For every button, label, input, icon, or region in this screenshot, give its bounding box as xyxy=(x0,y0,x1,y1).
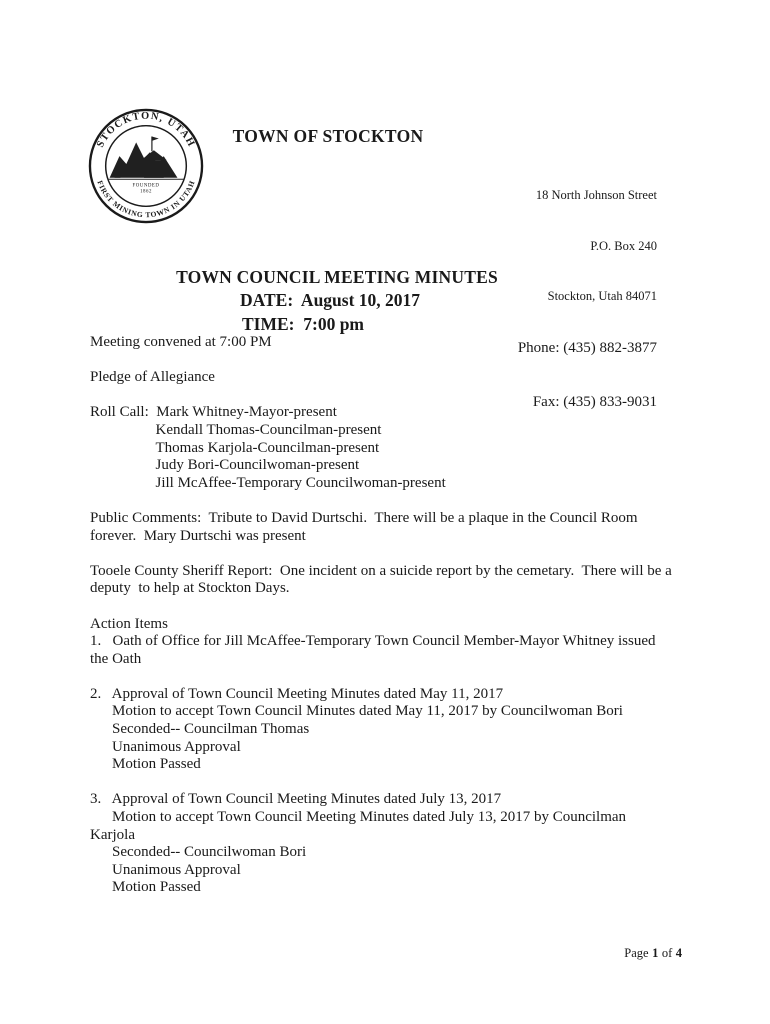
doc-title: TOWN COUNCIL MEETING MINUTES xyxy=(176,267,498,287)
footer-of-word: of xyxy=(661,946,673,960)
blank-line xyxy=(90,352,690,370)
roll-call-line: Roll Call: Mark Whitney-Mayor-present xyxy=(90,404,337,421)
seal-mining-scene-illustration xyxy=(109,137,184,180)
page-footer xyxy=(624,946,682,961)
blank-line xyxy=(90,774,690,792)
action-item-3-motion-wrap: Karjola xyxy=(90,826,135,843)
convened-line: Meeting convened at 7:00 PM xyxy=(90,334,272,350)
town-seal xyxy=(87,107,205,225)
roll-call-name: Kendall Thomas-Councilman-present xyxy=(155,421,382,438)
footer-page-number: 1 xyxy=(652,946,659,960)
action-item-3-result: Motion Passed xyxy=(112,879,201,896)
roll-call-name: Judy Bori-Councilwoman-present xyxy=(155,457,360,474)
meeting-date-line: DATE: August 10, 2017 xyxy=(240,290,421,310)
address-po-box: P.O. Box 240 xyxy=(590,238,657,253)
action-item-1-line-1: 1. Oath of Office for Jill McAffee-Temporary Town Council Member-Mayor Whitney issued xyxy=(90,633,656,650)
svg-text:STOCKTON, UTAH xyxy=(95,111,197,150)
action-item-2-result: Motion Passed xyxy=(112,756,201,773)
sheriff-report-line-2: deputy to help at Stockton Days. xyxy=(90,580,290,597)
public-comments-line-2: forever. Mary Durtschi was present xyxy=(90,527,306,544)
blank-line xyxy=(90,668,690,686)
address-street: 18 North Johnson Street xyxy=(535,188,657,202)
blank-line xyxy=(90,387,690,405)
action-item-2-approval: Unanimous Approval xyxy=(112,738,241,755)
minutes-body xyxy=(90,334,690,897)
seal-bottom-text: FIRST MINING TOWN IN UTAH xyxy=(95,179,197,220)
phone-line: Phone: (435) 882-3877 xyxy=(517,339,657,356)
blank-line xyxy=(90,492,690,510)
meeting-time-line: TIME: 7:00 pm xyxy=(242,314,365,334)
action-item-3-motion: Motion to accept Town Council Meeting Minutes dated July 13, 2017 by Councilman xyxy=(112,809,627,826)
action-item-2-seconded: Seconded-- Councilman Thomas xyxy=(112,721,310,738)
address-city: Stockton, Utah 84071 xyxy=(547,289,657,304)
town-seal-graphic xyxy=(87,107,205,225)
sheriff-report-line-1: Tooele County Sheriff Report: One incident on a suicide report by the cemetary. There will be a xyxy=(90,562,672,579)
action-item-3-seconded: Seconded-- Councilwoman Bori xyxy=(112,844,307,861)
seal-top-text: STOCKTON, UTAH xyxy=(94,110,198,150)
action-item-3-approval: Unanimous Approval xyxy=(112,861,241,878)
roll-call-name: Jill McAffee-Temporary Councilwoman-present xyxy=(155,474,446,491)
pledge-line: Pledge of Allegiance xyxy=(90,369,215,386)
action-item-2-motion: Motion to accept Town Council Minutes dated May 11, 2017 by Councilwoman Bori xyxy=(112,703,623,720)
action-item-1-line-2: the Oath xyxy=(90,650,142,667)
action-items-heading: Action Items xyxy=(90,615,168,632)
footer-page-word: Page xyxy=(624,946,649,960)
seal-founded-label: FOUNDED xyxy=(132,183,160,189)
action-item-2-title: 2. Approval of Town Council Meeting Minutes dated May 11, 2017 xyxy=(90,685,504,702)
blank-line xyxy=(90,545,690,563)
seal-founded-year: 1862 xyxy=(140,189,152,195)
fax-line: Fax: (435) 833-9031 xyxy=(532,393,657,410)
roll-call-name: Thomas Karjola-Councilman-present xyxy=(155,439,380,456)
footer-page-total: 4 xyxy=(675,946,682,960)
public-comments-line-1: Public Comments: Tribute to David Durtschi. There will be a plaque in the Council Room xyxy=(90,509,638,526)
action-item-3-title: 3. Approval of Town Council Meeting Minutes dated July 13, 2017 xyxy=(90,791,502,808)
blank-line xyxy=(90,598,690,616)
org-title: TOWN OF STOCKTON xyxy=(232,126,424,146)
